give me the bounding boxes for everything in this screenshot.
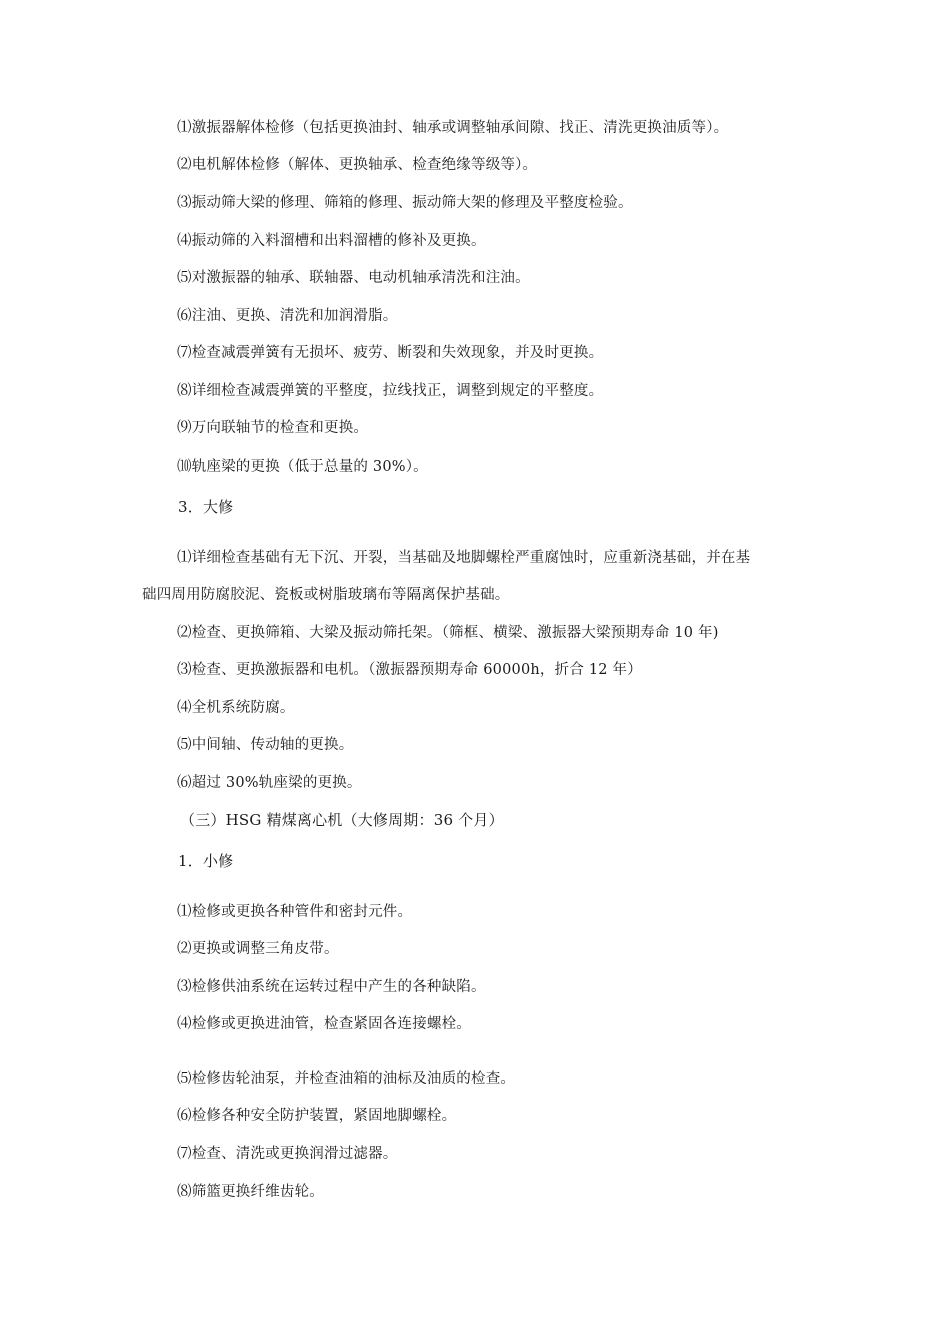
list-item: ⑼万向联轴节的检查和更换。 xyxy=(177,420,369,436)
list-item: ⑻筛篮更换纤维齿轮。 xyxy=(177,1184,324,1200)
list-item: ⑴详细检查基础有无下沉、开裂，当基础及地脚螺栓严重腐蚀时，应重新浇基础，并在基 xyxy=(177,550,751,566)
list-item: ⑽轨座梁的更换（低于总量的 30%）。 xyxy=(177,459,428,475)
list-item: ⑶振动筛大梁的修理、筛箱的修理、振动筛大架的修理及平整度检验。 xyxy=(177,195,633,211)
list-item: ⑺检查减震弹簧有无损坏、疲劳、断裂和失效现象，并及时更换。 xyxy=(177,345,604,361)
section-heading: 1．小修 xyxy=(178,852,234,870)
part-heading: （三）HSG 精煤离心机（大修周期：36 个月） xyxy=(180,811,504,829)
list-item: ⑴激振器解体检修（包括更换油封、轴承或调整轴承间隙、找正、清洗更换油质等）。 xyxy=(177,120,729,136)
list-item: ⑷检修或更换进油管，检查紧固各连接螺栓。 xyxy=(177,1016,471,1032)
list-item: ⑵更换或调整三角皮带。 xyxy=(177,941,339,957)
list-item: ⑹超过 30%轨座梁的更换。 xyxy=(177,775,362,791)
list-item: ⑵检查、更换筛箱、大梁及振动筛托架。（筛框、横梁、激振器大梁预期寿命 10 年) xyxy=(177,625,719,641)
list-item: ⑶检查、更换激振器和电机。（激振器预期寿命 60000h，折合 12 年） xyxy=(177,662,642,678)
list-item: ⑹检修各种安全防护装置，紧固地脚螺栓。 xyxy=(177,1108,457,1124)
list-item: ⑵电机解体检修（解体、更换轴承、检查绝缘等级等）。 xyxy=(177,157,538,173)
list-item: ⑷振动筛的入料溜槽和出料溜槽的修补及更换。 xyxy=(177,233,486,249)
list-item: ⑸中间轴、传动轴的更换。 xyxy=(177,737,354,753)
list-item: ⑸对激振器的轴承、联轴器、电动机轴承清洗和注油。 xyxy=(177,270,530,286)
list-item: ⑴检修或更换各种管件和密封元件。 xyxy=(177,904,413,920)
section-heading: 3．大修 xyxy=(178,498,234,516)
list-item: ⑺检查、清洗或更换润滑过滤器。 xyxy=(177,1146,398,1162)
list-item: ⑷全机系统防腐。 xyxy=(177,700,295,716)
list-item: ⑻详细检查减震弹簧的平整度，拉线找正，调整到规定的平整度。 xyxy=(177,383,604,399)
list-item-continuation: 础四周用防腐胶泥、瓷板或树脂玻璃布等隔离保护基础。 xyxy=(142,587,510,603)
list-item: ⑶检修供油系统在运转过程中产生的各种缺陷。 xyxy=(177,979,486,995)
list-item: ⑸检修齿轮油泵，并检查油箱的油标及油质的检查。 xyxy=(177,1071,516,1087)
list-item: ⑹注油、更换、清洗和加润滑脂。 xyxy=(177,308,398,324)
